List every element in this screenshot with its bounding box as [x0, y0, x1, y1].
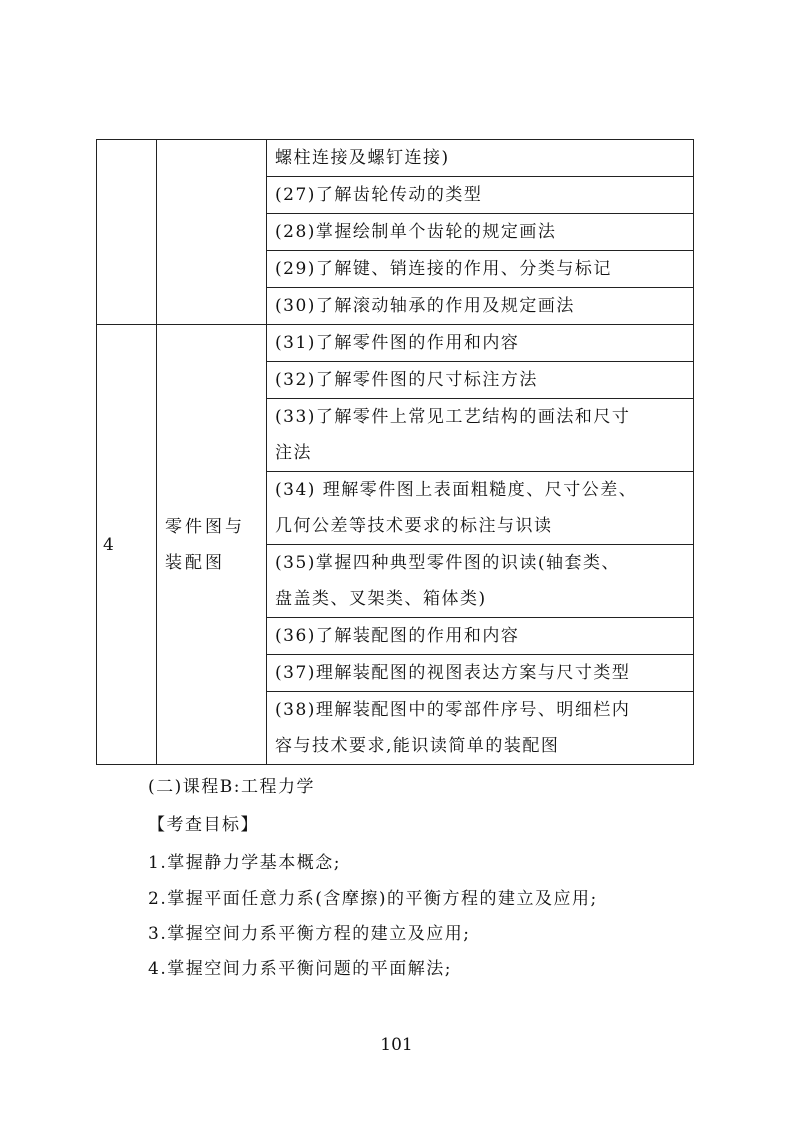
objective-label: 【考查目标】: [148, 815, 259, 835]
requirement-text: (32)了解零件图的尺寸标注方法: [275, 370, 538, 390]
page-number: 101: [380, 1035, 413, 1055]
requirement-text: 几何公差等技术要求的标注与识读: [275, 516, 553, 536]
table-row: [97, 325, 694, 362]
requirement-cell: [267, 214, 694, 251]
objective-item: 1.掌握静力学基本概念;: [148, 853, 341, 873]
requirement-text: (31)了解零件图的作用和内容: [275, 333, 520, 353]
requirement-cell: [267, 545, 694, 618]
requirement-cell: [267, 618, 694, 655]
requirement-cell: [267, 325, 694, 362]
requirement-cell: [267, 140, 694, 177]
syllabus-table: [96, 139, 694, 765]
requirement-cell: [267, 472, 694, 545]
objective-item: 4.掌握空间力系平衡问题的平面解法;: [148, 959, 452, 979]
requirement-text: (34) 理解零件图上表面粗糙度、尺寸公差、: [275, 480, 638, 500]
requirement-text: 盘盖类、叉架类、箱体类): [275, 589, 487, 609]
topic-cell-empty: [157, 140, 267, 325]
requirement-cell: [267, 655, 694, 692]
requirement-text: (38)理解装配图中的零部件序号、明细栏内: [275, 700, 631, 720]
requirement-cell: [267, 692, 694, 765]
section-heading: (二)课程B:工程力学: [148, 777, 315, 797]
requirement-text: (35)掌握四种典型零件图的识读(轴套类、: [275, 553, 621, 573]
requirement-cell: [267, 288, 694, 325]
unit-topic-line: 装配图: [165, 552, 225, 573]
requirement-text: (30)了解滚动轴承的作用及规定画法: [275, 296, 575, 316]
requirement-text: 注法: [275, 443, 312, 463]
requirement-text: (36)了解装配图的作用和内容: [275, 626, 520, 646]
requirement-cell: [267, 399, 694, 472]
requirement-text: (33)了解零件上常见工艺结构的画法和尺寸: [275, 407, 631, 427]
unit-topic-line: 零件图与: [165, 516, 245, 537]
requirement-text: 螺柱连接及螺钉连接): [275, 148, 450, 168]
requirement-text: 容与技术要求,能识读简单的装配图: [275, 736, 560, 756]
requirement-cell: [267, 362, 694, 399]
requirement-text: (29)了解键、销连接的作用、分类与标记: [275, 259, 612, 279]
unit-number: 4: [103, 534, 116, 555]
requirement-text: (28)掌握绘制单个齿轮的规定画法: [275, 222, 557, 242]
unit-number-cell: [97, 325, 157, 765]
objective-item: 3.掌握空间力系平衡方程的建立及应用;: [148, 924, 471, 944]
requirement-text: (27)了解齿轮传动的类型: [275, 185, 483, 205]
requirement-cell: [267, 251, 694, 288]
unit-topic-cell: [157, 325, 267, 765]
requirement-text: (37)理解装配图的视图表达方案与尺寸类型: [275, 663, 631, 683]
requirement-cell: [267, 177, 694, 214]
table-row: [97, 140, 694, 177]
number-cell-empty: [97, 140, 157, 325]
objective-item: 2.掌握平面任意力系(含摩擦)的平衡方程的建立及应用;: [148, 889, 598, 909]
